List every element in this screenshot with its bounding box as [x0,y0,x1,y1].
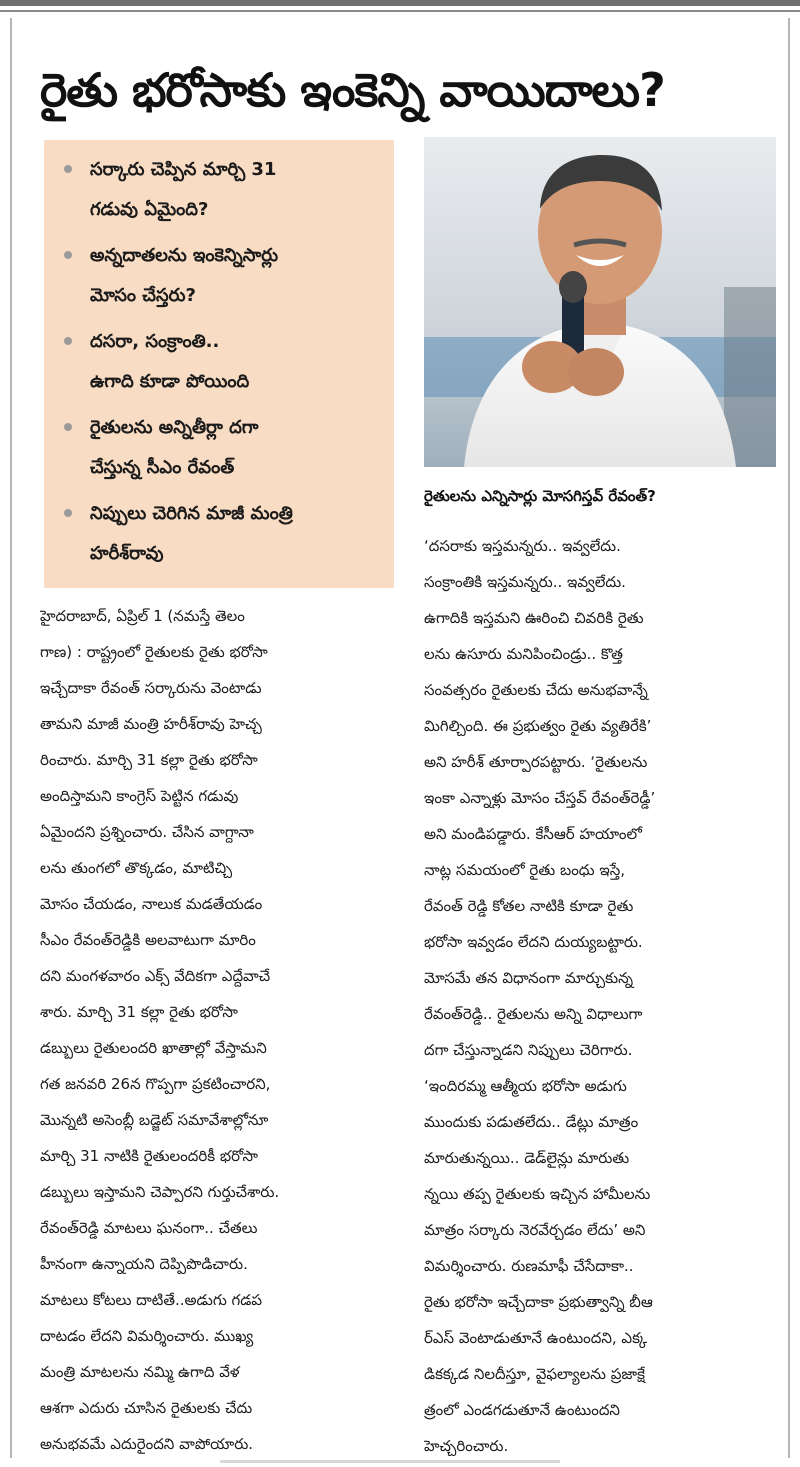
highlights-box [44,140,394,588]
left-border-rule [10,18,12,1458]
top-border-rule [0,0,800,6]
article-line: నాట్ల సమయంలో రైతు బంధు ఇస్తే, [424,861,625,879]
article-line: డికక్కడ నిలదీస్తూ, వైఫల్యాలను ప్రజాక్షే [424,1365,645,1383]
bullet-icon [64,251,72,259]
article-line: ఉగాదికి ఇస్తమని ఊరించి చివరికి రైతు [424,609,644,627]
article-line: మొన్నటి అసెంబ్లీ బడ్జెట్ సమావేశాల్లోనూ [40,1111,269,1129]
article-line: తామని మాజీ మంత్రి హరీశ్‌రావు హెచ్చ [40,715,262,733]
article-line: అందిస్తామని కాంగ్రెస్ పెట్టిన గడువు [40,787,239,805]
article-line: మంత్రి మాటలను నమ్మి ఉగాది వేళ [40,1363,240,1381]
article-line: అనుభవమే ఎదురైందని వాపోయారు. [40,1435,254,1453]
article-line: మార్చి 31 నాటికి రైతులందరికీ భరోసా [40,1147,259,1165]
photo-caption: రైతులను ఎన్నిసార్లు మోసగిస్తవ్ రేవంత్? [424,487,656,505]
article-line: రేవంత్‌రెడ్డి.. రైతులను అన్ని విధాలుగా [424,1005,643,1023]
article-line: డబ్బులు ఇస్తామని చెప్పారని గుర్తుచేశారు. [40,1183,280,1201]
article-line: గాణ) : రాష్ట్రంలో రైతులకు రైతు భరోసా [40,643,268,661]
highlight-line: గడువు ఏమైంది? [90,199,209,220]
article-line: లను తుంగలో తొక్కడం, మాటిచ్చి [40,859,233,877]
article-line: ముందుకు పడుతలేదు.. డేట్లు మాత్రం [424,1113,639,1131]
article-line: ‘దసరాకు ఇస్తమన్నరు.. ఇవ్వలేదు. [424,537,621,555]
article-column-right [424,528,776,1464]
article-line: అని హరీశ్ తూర్పారపట్టారు. ‘రైతులను [424,753,648,771]
headline: రైతు భరోసాకు ఇంకెన్ని వాయిదాలు? [40,63,665,117]
article-line: ర్‌ఎస్ వెంటాడుతూనే ఉంటుందని, ఎక్క [424,1329,648,1347]
article-line: మాత్రం సర్కారు నెరవేర్చడం లేదు’ అని [424,1221,646,1239]
article-line: ‘ఇందిరమ్మ ఆత్మీయ భరోసా అడుగు [424,1077,627,1095]
article-line: రించారు. మార్చి 31 కల్లా రైతు భరోసా [40,751,258,769]
article-line: హెచ్చరించారు. [424,1437,509,1455]
bullet-icon [64,423,72,431]
article-line: మారుతున్నయి.. డెడ్‌లైన్లు మారుతు [424,1149,630,1167]
article-line: రేవంత్‌రెడ్డి మాటలు ఘనంగా.. చేతలు [40,1219,258,1237]
article-line: గత జనవరి 26న గొప్పగా ప్రకటించారని, [40,1075,271,1093]
highlight-line: నిప్పులు చెరిగిన మాజీ మంత్రి [90,503,293,524]
article-line: దని మంగళవారం ఎక్స్ వేదికగా ఎద్దేవాచే [40,967,271,985]
article-line: దాటడం లేదని విమర్శించారు. ముఖ్య [40,1327,254,1345]
highlight-line: చేస్తున్న సీఎం రేవంత్ [90,457,235,478]
article-line: దగా చేస్తున్నాడని నిప్పులు చెరిగారు. [424,1041,633,1059]
article-line: డబ్బులు రైతులందరి ఖాతాల్లో వేస్తామని [40,1039,267,1057]
speaker-photo [424,137,776,467]
article-line: విమర్శించారు. రుణమాఫీ చేసేదాకా.. [424,1257,634,1275]
article-line: మోసం చేయడం, నాలుక మడతేయడం [40,895,263,913]
article-line: హీనంగా ఉన్నాయని దెప్పిపొడిచారు. [40,1255,248,1273]
article-line: ఆశగా ఎదురు చూసిన రైతులకు చేదు [40,1399,253,1417]
article-line: సంక్రాంతికి ఇస్తమన్నరు.. ఇవ్వలేదు. [424,573,626,591]
article-line: రైతు భరోసా ఇచ్చేదాకా ప్రభుత్వాన్ని బీఆ [424,1293,653,1311]
article-line: భరోసా ఇవ్వడం లేదని దుయ్యబట్టారు. [424,933,643,951]
article-line: శారు. మార్చి 31 కల్లా రైతు భరోసా [40,1003,238,1021]
highlight-line: హరీశ్‌రావు [90,543,164,564]
article-line: మిగిల్చింది. ఈ ప్రభుత్వం రైతు వ్యతిరేకి’ [424,717,652,735]
highlight-line: మోసం చేస్తరు? [90,285,196,306]
article-line: మోసమే తన విధానంగా మార్చుకున్న [424,969,634,987]
top-border-rule-thin [0,10,800,12]
highlight-line: దసరా, సంక్రాంతి.. [90,331,220,352]
article-line: అని మండిపడ్డారు. కేసీఆర్ హయాంలో [424,825,642,843]
right-border-rule [788,18,790,1458]
article-line: మాటలు కోటలు దాటితే..అడుగు గడప [40,1291,263,1309]
article-line: లను ఉసూరు మనిపించిండ్రు.. కొత్త [424,645,623,663]
article-line: త్రంలో ఎండగడుతూనే ఉంటుందని [424,1401,620,1419]
bullet-icon [64,337,72,345]
highlight-line: ఉగాది కూడా పోయింది [90,371,250,392]
article-line: సీఎం రేవంత్‌రెడ్డికి అలవాటుగా మారిం [40,931,256,949]
article-line: హైదరాబాద్, ఏప్రిల్ 1 (నమస్తే తెలం [40,607,245,625]
article-line: ఇచ్చేదాకా రేవంత్ సర్కారును వెంటాడు [40,679,262,697]
article-line: ఇంకా ఎన్నాళ్లు మోసం చేస్తవ్ రేవంత్‌రెడ్డీ’ [424,789,656,807]
article-line: రేవంత్ రెడ్డి కోతల నాటికి కూడా రైతు [424,897,634,915]
bullet-icon [64,165,72,173]
article-column-left [40,598,392,1462]
bullet-icon [64,509,72,517]
highlight-line: సర్కారు చెప్పిన మార్చి 31 [90,159,277,180]
article-line: న్నయి తప్ప రైతులకు ఇచ్చిన హామీలను [424,1185,651,1203]
article-line: ఏమైందని ప్రశ్నించారు. చేసిన వాగ్దానా [40,823,254,841]
highlight-line: రైతులను అన్నితీర్లా దగా [90,417,259,438]
article-line: సంవత్సరం రైతులకు చేదు అనుభవాన్నే [424,681,648,699]
highlight-line: అన్నదాతలను ఇంకెన్నిసార్లు [90,245,279,266]
